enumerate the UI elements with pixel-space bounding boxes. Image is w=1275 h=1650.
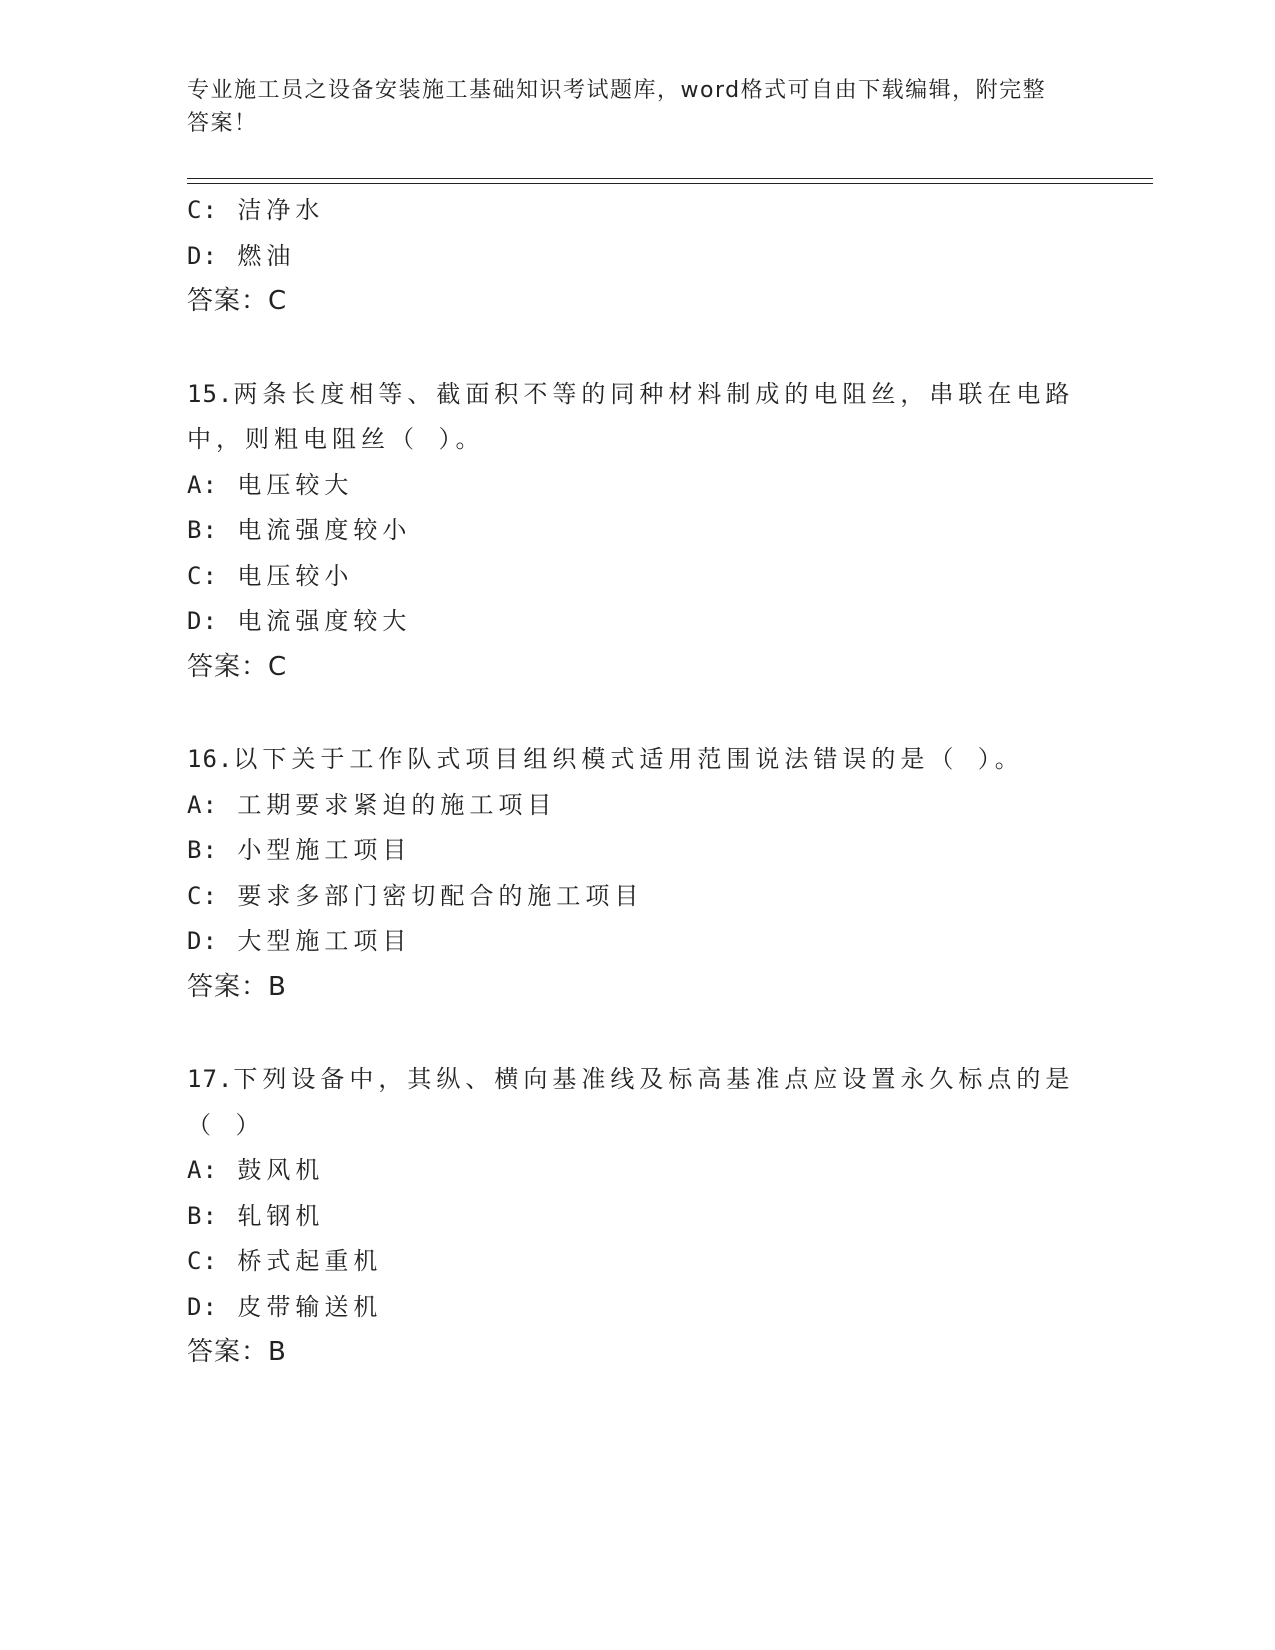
- option-d: D: 大型施工项目: [187, 927, 412, 955]
- question-17: [187, 1057, 1087, 1376]
- answer-line: 答案：C: [187, 286, 288, 316]
- question-fragment: [187, 188, 1087, 325]
- answer-line: 答案：C: [187, 651, 288, 682]
- option-a: A: 工期要求紧迫的施工项目: [187, 790, 557, 819]
- option-c: C: 要求多部门密切配合的施工项目: [187, 881, 644, 910]
- question-text: 15.两条长度相等、截面积不等的同种材料制成的电阻丝，串联在电路中，则粗电阻丝（ ）。: [187, 379, 1075, 453]
- header-divider-top: [187, 178, 1153, 179]
- option-c: C: 电压较小: [187, 561, 354, 590]
- answer-line: 答案：B: [187, 1337, 287, 1367]
- document-body: [187, 188, 1087, 1376]
- question-text: 17.下列设备中，其纵、横向基准线及标高基准点应设置永久标点的是（ ）: [187, 1065, 1075, 1139]
- option-d: D: 燃油: [187, 241, 296, 270]
- option-c: C: 桥式起重机: [187, 1247, 383, 1275]
- question-16: [187, 737, 1087, 1010]
- answer-line: 答案：B: [187, 971, 287, 1002]
- option-a: A: 电压较大: [187, 470, 354, 499]
- option-a: A: 鼓风机: [187, 1156, 325, 1184]
- option-d: D: 皮带输送机: [187, 1292, 383, 1321]
- question-text: 16.以下关于工作队式项目组织模式适用范围说法错误的是（ ）。: [187, 745, 1024, 773]
- option-b: B: 轧钢机: [187, 1201, 325, 1230]
- option-b: B: 小型施工项目: [187, 836, 412, 864]
- option-c: C: 洁净水: [187, 196, 325, 224]
- document-header: 专业施工员之设备安装施工基础知识考试题库，word格式可自由下载编辑，附完整答案！: [187, 78, 1047, 136]
- question-15: [187, 372, 1087, 691]
- option-b: B: 电流强度较小: [187, 516, 412, 544]
- option-d: D: 电流强度较大: [187, 607, 412, 635]
- header-divider-bottom: [187, 183, 1153, 184]
